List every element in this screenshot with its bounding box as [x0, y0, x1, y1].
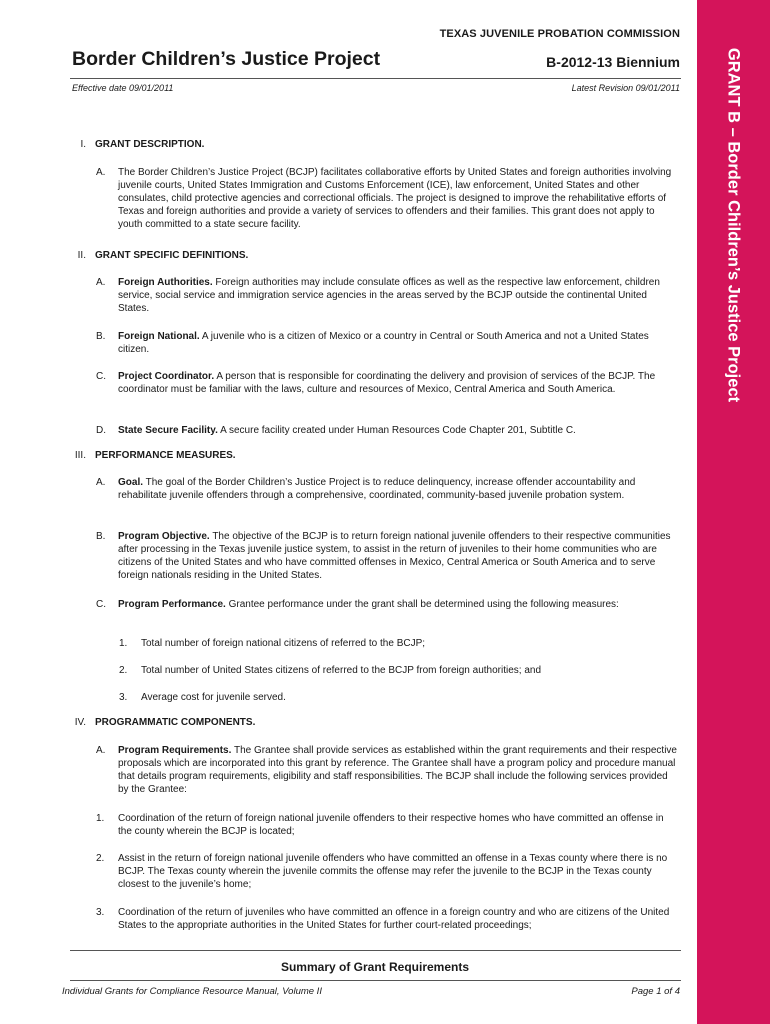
section-number: IV.: [74, 717, 86, 728]
list-item: [119, 664, 681, 677]
section-number: II.: [77, 250, 86, 261]
page-title: Border Children’s Justice Project: [72, 48, 381, 70]
definition-item: [96, 424, 680, 437]
service-item: [96, 812, 680, 838]
measure-item: [96, 598, 680, 611]
definition-text: A secure facility created under Human Resources Code Chapter 201, Subtitle C.: [220, 425, 576, 436]
paragraph-label: D.: [96, 425, 106, 436]
section-title: PROGRAMMATIC COMPONENTS.: [95, 717, 256, 728]
list-number: 1.: [96, 813, 105, 824]
definition-item: [96, 276, 680, 315]
definition-term: Foreign Authorities.: [118, 277, 213, 288]
measure-text: Grantee performance under the grant shall be determined using the following measures:: [228, 599, 619, 610]
definition-term: Foreign National.: [118, 331, 200, 342]
paragraph-label: B.: [96, 531, 106, 542]
list-number: 3.: [96, 907, 105, 918]
paragraph-label: A.: [96, 167, 106, 178]
measure-term: Program Performance.: [118, 599, 226, 610]
paragraph-label: A.: [96, 477, 106, 488]
list-text: Coordination of the return of juveniles who have committed an offence in a foreign country and who are citizens of the United States to the appropriate authorities in the United States for further court-related proceedings;: [118, 907, 670, 931]
measure-term: Program Objective.: [118, 531, 210, 542]
list-text: Average cost for juvenile served.: [141, 692, 286, 703]
section-title: GRANT DESCRIPTION.: [95, 139, 205, 150]
paragraph-label: A.: [96, 277, 106, 288]
definition-item: [96, 330, 680, 356]
paragraph-label: C.: [96, 599, 106, 610]
biennium-label: B-2012-13 Biennium: [546, 54, 680, 70]
service-item: [96, 852, 680, 891]
paragraph-text: The Border Children’s Justice Project (BCJP) facilitates collaborative efforts by United States and foreign authorities involving juvenile courts, United States Immigration and Customs Enforcement (ICE), law enforcement, United States and other consulates, child protective agencies and correctional officials. The project is designed to improve the rehabilitative efforts of Texas and foreign authorities and provide a variety of services to offenders and their families. This grant does not apply to youth committed to a state secure facility.: [118, 167, 672, 230]
measure-item: [96, 476, 680, 502]
paragraph-label: B.: [96, 331, 106, 342]
list-text: Total number of United States citizens of referred to the BCJP from foreign authorities; and: [141, 665, 542, 676]
latest-revision: Latest Revision 09/01/2011: [571, 83, 680, 93]
requirement-term: Program Requirements.: [118, 745, 232, 756]
page-number: Page 1 of 4: [631, 986, 680, 997]
definition-text: A juvenile who is a citizen of Mexico or a country in Central or South America and not a United States citizen.: [118, 331, 649, 355]
paragraph-label: C.: [96, 371, 106, 382]
list-number: 1.: [119, 638, 128, 649]
measure-term: Goal.: [118, 477, 144, 488]
effective-date: Effective date 09/01/2011: [72, 83, 174, 93]
service-item: [96, 906, 680, 932]
agency-name: TEXAS JUVENILE PROBATION COMMISSION: [439, 28, 680, 40]
section-title: GRANT SPECIFIC DEFINITIONS.: [95, 250, 249, 261]
list-text: Assist in the return of foreign national juvenile offenders who have committed an offense in a Texas county where there is no BCJP. The Texas county wherein the juvenile commits the offense may refer the juvenile to the BCJP in the Texas county closest to the juvenile’s home;: [118, 853, 668, 890]
list-number: 2.: [119, 665, 128, 676]
list-number: 3.: [119, 692, 128, 703]
measure-item: [96, 530, 680, 582]
requirement-text: The Grantee shall provide services as established within the grant requirements and their respective proposals which are incorporated into this grant by reference. The Grantee shall have a program policy and procedure manual that details program requirements, eligibility and staff responsibilities. The BCJP shall include the following services provided by the Grantee:: [118, 745, 677, 795]
list-item: [119, 637, 681, 650]
list-text: Total number of foreign national citizens of referred to the BCJP;: [141, 638, 426, 649]
measure-text: The goal of the Border Children’s Justice Project is to reduce delinquency, increase offender accountability and rehabilitate juvenile offenders through a comprehensive, coordinated, community-based juvenile probation system.: [118, 477, 636, 501]
section-title: PERFORMANCE MEASURES.: [95, 450, 236, 461]
section-number: III.: [74, 450, 86, 461]
footer-divider: [70, 980, 681, 981]
header-divider: [70, 78, 681, 79]
definition-text: A person that is responsible for coordinating the delivery and provision of services of the BCJP. The coordinator must be familiar with the laws, culture and resources of Mexico, Central America and South America.: [118, 371, 656, 395]
definition-term: Project Coordinator.: [118, 371, 215, 382]
paragraph-label: A.: [96, 745, 106, 756]
list-item: [119, 691, 681, 704]
requirement-item: [96, 744, 680, 796]
list-number: 2.: [96, 853, 105, 864]
side-tab-label: GRANT B – Border Children’s Justice Project: [724, 47, 743, 403]
definition-text: Foreign authorities may include consulate offices as well as the respective law enforcement, children service, social service and immigration service agencies in the areas served by the BCJP outside the continental United States.: [118, 277, 660, 314]
section-number: I.: [80, 139, 86, 150]
paragraph: [96, 166, 680, 231]
definition-item: [96, 370, 680, 396]
summary-divider: [70, 950, 681, 951]
footer-manual-title: Individual Grants for Compliance Resource Manual, Volume II: [62, 986, 322, 997]
summary-heading: Summary of Grant Requirements: [280, 960, 470, 974]
measure-text: The objective of the BCJP is to return foreign national juvenile offenders to their respective communities after processing in the Texas juvenile justice system, to assist in the return of juveniles to their home communities who are citizens of the United States and who have committed offenses in Mexico, Central America or South America and to serve foreign nationals residing in the United States.: [118, 531, 671, 581]
list-text: Coordination of the return of foreign national juvenile offenders to their respective homes who have committed an offense in the county wherein the BCJP is located;: [118, 813, 664, 837]
definition-term: State Secure Facility.: [118, 425, 218, 436]
